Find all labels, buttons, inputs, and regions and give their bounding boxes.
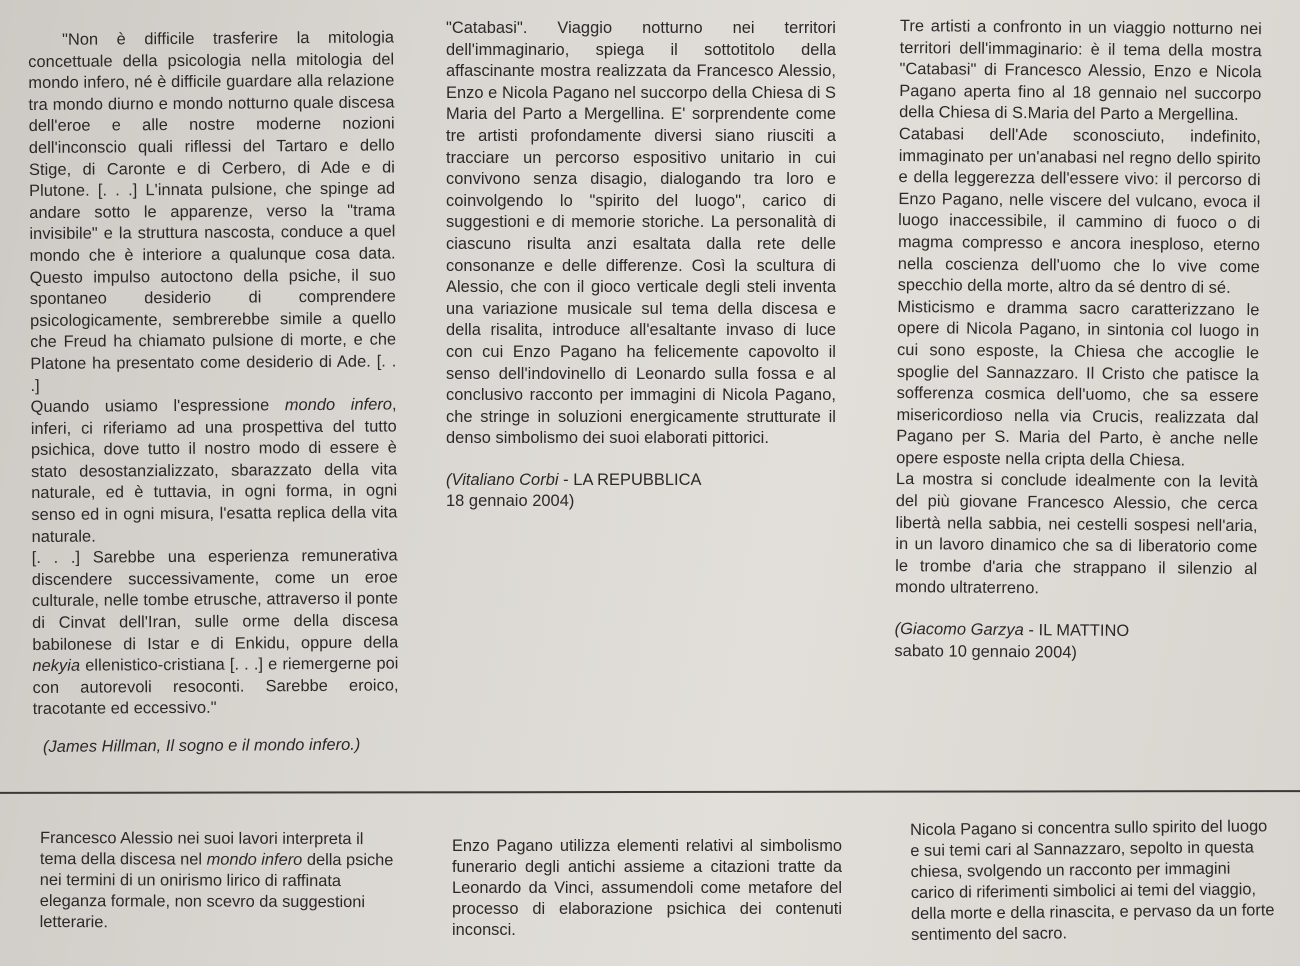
quote-italic-term: nekyia — [32, 656, 81, 676]
hillman-quote-paragraph-1: "Non è difficile trasferire la mitologia concettuale della psicologia nella mitologia del mondo infero, né è difficile guardare alla relazione tra mondo diurno e mondo notturno quale discesa dell'eroe e alle nostre moderne nozioni dell'inconscio quali riflessi del Tartaro e dello Stige, di Caronte e di Cerbero, di Ade e di Plutone. [. . .] L'innata pulsione, che spinge ad andare sotto le apparenze, verso la "trama invisibile" e la struttura nascosta, conduce a quel mondo che è interiore a qualunque cosa data. Questo impulso autoctono della psiche, il suo spontaneo desiderio di comprendere psicologicamente, sembrerebbe simile a quello che Freud ha chiamato pulsione di morte, e che Platone ha presentato come desiderio di Ade. [. . .] — [28, 28, 397, 395]
citation-author: (Vitaliano Corbi — [446, 470, 559, 489]
mattino-review-paragraph-1: Tre artisti a confronto in un viaggio notturno nei territori dell'immaginario: è il tema della mostra "Catabasi" di Francesco Alessio, Enzo e Nicola Pagano aperta fino al 18 gennaio nel succorpo della Chiesa di S.Maria del Parto a Mergellina. — [899, 16, 1262, 125]
note-text: Francesco Alessio nei suoi lavori interpreta il tema della discesa nel — [39, 829, 364, 869]
bottom-note-nicola-pagano: Nicola Pagano si concentra sullo spirito del luogo e sui temi cari al Sannazzaro, sepolto in questa chiesa, svolgendo un racconto per immagini carico di riferimenti simbolici ai temi del viaggio, della morte e della rinascita, e pervaso da un forte sentimento del sacro. — [910, 817, 1275, 944]
note-text: della psiche nei termini di un onirismo lirico di raffinata eleganza formale, non scevro da suggestioni letterarie. — [39, 850, 394, 932]
quote-text: [. . .] Sarebbe una esperienza remunerativa discendere successivamente, come un eroe culturale, nelle tombe etrusche, attraverso il ponte di Cinvat dell'Iran, sulle orme della discesa babilonese di Istar e di Enkidu, oppure della — [31, 546, 399, 654]
citation-source: - IL MATTINO — [1023, 621, 1130, 641]
mattino-review-paragraph-3: Misticismo e dramma sacro caratterizzano le opere di Nicola Pagano, in sintonia col luogo in cui sono esposte, la Chiesa che accoglie le spoglie del Sannazzaro. Il Cristo che patisce la sofferenza cosmica dell'uomo, che sa essere misericordioso nella via Crucis, realizzata dal Pagano per S. Maria del Parto, è anche nelle opere esposte nella cripta della Chiesa. — [896, 297, 1260, 470]
mattino-review-paragraph-4: La mostra si conclude idealmente con la levità del più giovane Francesco Alessio, che cerca libertà nella sabbia, nei cestelli sospesi nell'aria, in un lavoro dinamico che sa di liberatorio come le trombe d'aria che strappano il silenzio al mondo ultraterreno. — [894, 470, 1259, 598]
citation-date: 18 gennaio 2004) — [446, 492, 575, 511]
middle-column-review — [446, 18, 836, 513]
quote-italic-term: mondo infero — [284, 395, 393, 415]
repubblica-citation — [446, 470, 836, 513]
bottom-note-enzo-pagano: Enzo Pagano utilizza elementi relativi al simbolismo funerario degli antichi assieme a citazioni tratte da Leonardo da Vinci, assumendoli come metafore del processo di elaborazione psichica dei contenuti inconsci. — [452, 837, 842, 939]
quote-text: ellenistico-cristiana [. . .] e riemergerne poi con autorevoli resoconti. Sarebbe eroico, tracotante ed eccessivo." — [32, 654, 399, 719]
quote-text: , inferi, ci riferiamo ad una prospettiva del tutto psichica, dove tutto il nostro modo di essere è stato desostanzializzato, sbarazzato della vita naturale, ed è tuttavia, in ogni forma, in ogni senso ed in ogni misura, l'esatta replica della vita naturale. — [30, 395, 398, 546]
horizontal-divider — [0, 790, 1300, 794]
right-column-review — [894, 16, 1262, 665]
citation-source: - LA REPUBBLICA — [558, 470, 702, 489]
quote-text: Quando usiamo l'espressione — [30, 396, 270, 417]
mattino-review-paragraph-2: Catabasi dell'Ade sconosciuto, indefinito, immaginato per un'anabasi nel regno dello spirito e della leggerezza dell'essere vivo: il percorso di Enzo Pagano, nelle viscere del vulcano, evoca il luogo inaccessibile, il cammino di fuoco o di magma compresso e ancora inesploso, eterno nella coscienza dell'uomo che lo vive come specchio della morte, altro da sé dentro di sé. — [897, 124, 1262, 298]
left-column-quote — [28, 27, 399, 758]
note-italic-term: mondo infero — [206, 850, 303, 869]
repubblica-review-body: "Catabasi". Viaggio notturno nei territori dell'immaginario, spiega il sottotitolo della affascinante mostra realizzata da Francesco Alessio, Enzo e Nicola Pagano nel succorpo della Chiesa di S Maria del Parto a Mergellina. E' sorprendente come tre artisti profondamente diversi siano riusciti a tracciare un percorso espositivo unitario in cui convivono senza disagio, dialogando tra loro e coinvolgendo lo "spirito del luogo", carico di suggestioni e di memorie storiche. La personalità di ciascuno risulta anzi esaltata dalla rete delle consonanze e delle differenze. Così la scultura di Alessio, che con il gioco verticale degli steli inventa una variazione musicale sul tema della discesa e della risalita, introduce all'esaltante invaso di luce con cui Enzo Pagano ha felicemente capovolto il senso dell'indovinello di Leonardo sulla fossa e al conclusivo racconto per immagini di Nicola Pagano, che stringe in soluzioni energicamente strutturate il denso simbolismo dei suoi elaborati pittorici. — [446, 19, 836, 448]
citation-author: (Giacomo Garzya — [894, 620, 1024, 640]
hillman-citation — [33, 734, 399, 758]
bottom-note-alessio — [40, 828, 400, 934]
citation-text: (James Hillman, Il sogno e il mondo infero.) — [42, 735, 361, 756]
citation-date: sabato 10 gennaio 2004) — [894, 641, 1078, 662]
hillman-quote-paragraph-3 — [32, 546, 399, 721]
mattino-citation — [894, 619, 1256, 665]
hillman-quote-paragraph-2 — [31, 395, 398, 549]
